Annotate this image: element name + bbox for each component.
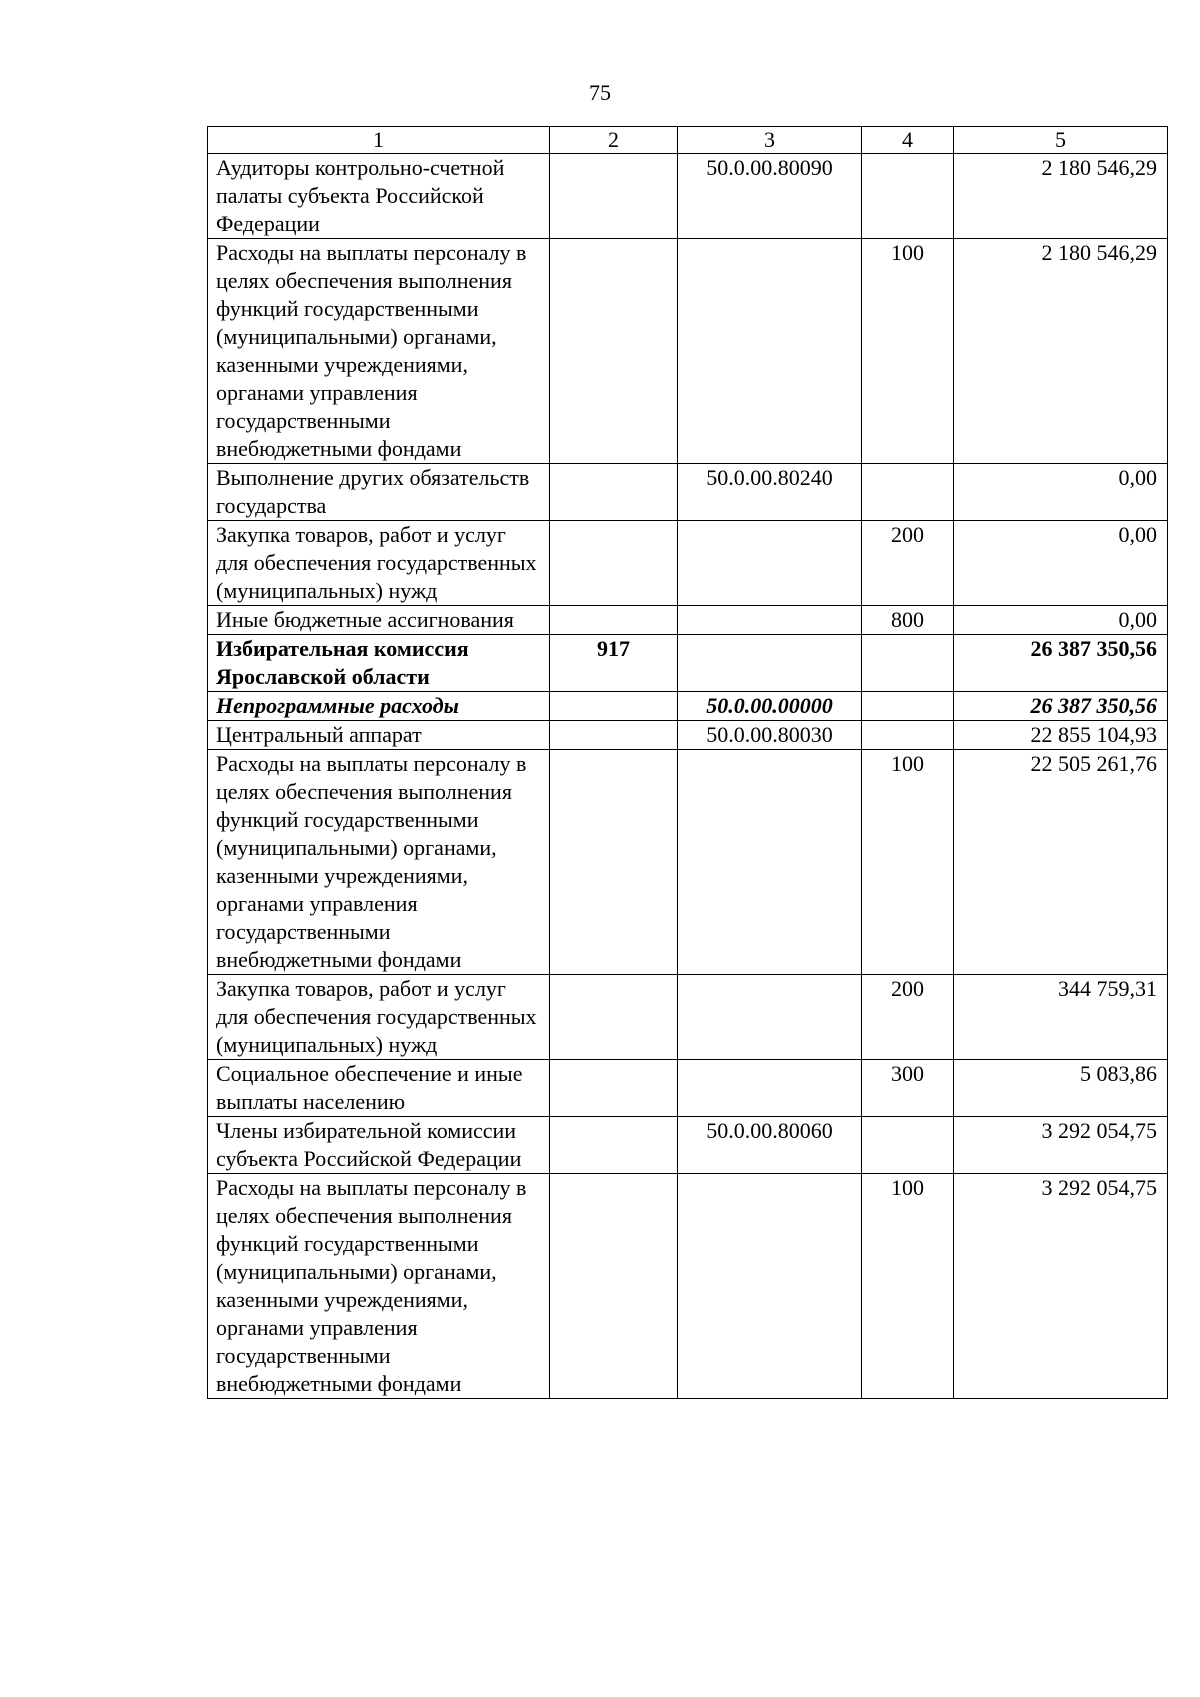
cell-ministry [550,521,678,606]
cell-target-article [678,750,862,975]
cell-amount: 0,00 [954,464,1168,521]
cell-amount: 2 180 546,29 [954,239,1168,464]
table-row [208,154,1168,239]
table-row [208,975,1168,1060]
cell-target-article [678,1174,862,1399]
table-row [208,464,1168,521]
cell-ministry [550,975,678,1060]
cell-ministry [550,1060,678,1117]
cell-name: Аудиторы контрольно-счетной палаты субъекта Российской Федерации [208,154,550,239]
cell-ministry [550,464,678,521]
cell-ministry [550,606,678,635]
cell-name: Расходы на выплаты персоналу в целях обеспечения выполнения функций государственными (муниципальными) органами, казенными учреждениями, органами управления государственными внебюджетными фондами [208,750,550,975]
cell-ministry: 917 [550,635,678,692]
cell-target-article [678,606,862,635]
column-header-3: 3 [678,127,862,154]
cell-expense-type: 100 [862,750,954,975]
cell-amount: 26 387 350,56 [954,692,1168,721]
cell-target-article [678,1060,862,1117]
table-row [208,521,1168,606]
cell-ministry [550,154,678,239]
cell-expense-type: 200 [862,521,954,606]
cell-amount: 3 292 054,75 [954,1174,1168,1399]
cell-ministry [550,721,678,750]
column-header-4: 4 [862,127,954,154]
table-row [208,692,1168,721]
cell-name: Иные бюджетные ассигнования [208,606,550,635]
cell-name: Расходы на выплаты персоналу в целях обеспечения выполнения функций государственными (муниципальными) органами, казенными учреждениями, органами управления государственными внебюджетными фондами [208,239,550,464]
cell-expense-type [862,464,954,521]
cell-expense-type: 800 [862,606,954,635]
cell-amount: 26 387 350,56 [954,635,1168,692]
cell-expense-type [862,635,954,692]
cell-amount: 0,00 [954,606,1168,635]
table-row [208,721,1168,750]
cell-ministry [550,1117,678,1174]
cell-amount: 5 083,86 [954,1060,1168,1117]
cell-amount: 2 180 546,29 [954,154,1168,239]
cell-ministry [550,239,678,464]
table-body [208,154,1168,1399]
cell-target-article: 50.0.00.00000 [678,692,862,721]
cell-expense-type: 100 [862,239,954,464]
cell-expense-type [862,692,954,721]
table-row [208,1174,1168,1399]
cell-target-article [678,975,862,1060]
cell-target-article: 50.0.00.80060 [678,1117,862,1174]
cell-name: Закупка товаров, работ и услуг для обеспечения государственных (муниципальных) нужд [208,975,550,1060]
cell-name: Избирательная комиссия Ярославской области [208,635,550,692]
column-header-1: 1 [208,127,550,154]
table-header-row [208,127,1168,154]
cell-target-article: 50.0.00.80090 [678,154,862,239]
page-number: 75 [589,80,611,105]
cell-amount: 3 292 054,75 [954,1117,1168,1174]
cell-name: Центральный аппарат [208,721,550,750]
cell-target-article [678,635,862,692]
table-row [208,635,1168,692]
cell-name: Члены избирательной комиссии субъекта Российской Федерации [208,1117,550,1174]
cell-expense-type [862,154,954,239]
column-header-5: 5 [954,127,1168,154]
cell-name: Выполнение других обязательств государства [208,464,550,521]
cell-target-article [678,239,862,464]
column-header-2: 2 [550,127,678,154]
cell-amount: 22 855 104,93 [954,721,1168,750]
cell-target-article [678,521,862,606]
table-row [208,239,1168,464]
cell-ministry [550,692,678,721]
cell-expense-type [862,1117,954,1174]
cell-ministry [550,750,678,975]
cell-target-article: 50.0.00.80030 [678,721,862,750]
cell-amount: 0,00 [954,521,1168,606]
table-row [208,1117,1168,1174]
cell-ministry [550,1174,678,1399]
cell-name: Непрограммные расходы [208,692,550,721]
cell-expense-type: 300 [862,1060,954,1117]
cell-name: Расходы на выплаты персоналу в целях обеспечения выполнения функций государственными (муниципальными) органами, казенными учреждениями, органами управления государственными внебюджетными фондами [208,1174,550,1399]
table-row [208,750,1168,975]
cell-expense-type [862,721,954,750]
budget-table [207,126,1168,1399]
table-row [208,606,1168,635]
cell-expense-type: 200 [862,975,954,1060]
table-row [208,1060,1168,1117]
cell-target-article: 50.0.00.80240 [678,464,862,521]
cell-name: Закупка товаров, работ и услуг для обеспечения государственных (муниципальных) нужд [208,521,550,606]
cell-expense-type: 100 [862,1174,954,1399]
cell-amount: 344 759,31 [954,975,1168,1060]
cell-name: Социальное обеспечение и иные выплаты населению [208,1060,550,1117]
cell-amount: 22 505 261,76 [954,750,1168,975]
